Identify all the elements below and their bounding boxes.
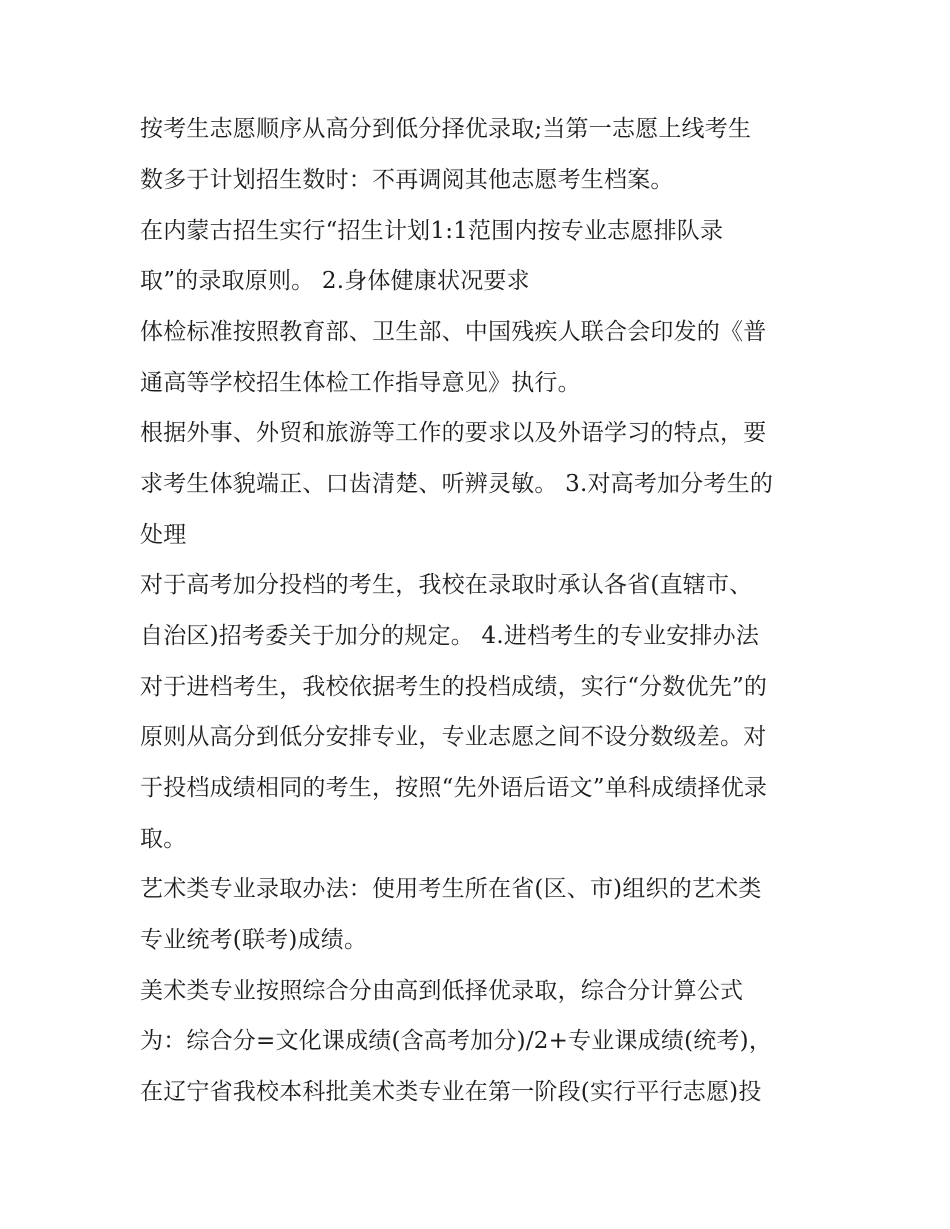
text-line: 自治区)招考委关于加分的规定。 4.进档考生的专业安排办法 bbox=[140, 623, 760, 649]
text-line: 艺术类专业录取办法：使用考生所在省(区、市)组织的艺术类 bbox=[140, 876, 762, 902]
text-line: 专业统考(联考)成绩。 bbox=[140, 927, 368, 953]
text-line: 在辽宁省我校本科批美术类专业在第一阶段(实行平行志愿)投 bbox=[140, 1079, 762, 1105]
text-line: 根据外事、外贸和旅游等工作的要求以及外语学习的特点，要 bbox=[140, 420, 767, 446]
text-line: 美术类专业按照综合分由高到低择优录取，综合分计算公式 bbox=[140, 978, 744, 1004]
text-line: 原则从高分到低分安排专业，专业志愿之间不设分数级差。对 bbox=[140, 724, 767, 750]
text-line: 对于进档考生，我校依据考生的投档成绩，实行“分数优先”的 bbox=[140, 674, 768, 700]
text-line: 处理 bbox=[140, 522, 187, 548]
text-line: 取”的录取原则。 2.身体健康状况要求 bbox=[140, 268, 530, 294]
text-line: 在内蒙古招生实行“招生计划1:1范围内按专业志愿排队录 bbox=[140, 218, 724, 244]
text-line: 求考生体貌端正、口齿清楚、听辨灵敏。 3.对高考加分考生的 bbox=[140, 471, 774, 497]
text-line: 为：综合分=文化课成绩(含高考加分)/2+专业课成绩(统考)， bbox=[140, 1028, 773, 1054]
text-line: 体检标准按照教育部、卫生部、中国残疾人联合会印发的《普 bbox=[140, 319, 767, 345]
text-line: 对于高考加分投档的考生，我校在录取时承认各省(直辖市、 bbox=[140, 572, 753, 598]
text-line: 取。 bbox=[140, 826, 187, 852]
text-line: 于投档成绩相同的考生，按照“先外语后语文”单科成绩择优录 bbox=[140, 775, 768, 801]
text-line: 按考生志愿顺序从高分到低分择优录取;当第一志愿上线考生 bbox=[140, 116, 752, 142]
text-line: 通高等学校招生体检工作指导意见》执行。 bbox=[140, 370, 581, 396]
text-line: 数多于计划招生数时：不再调阅其他志愿考生档案。 bbox=[140, 167, 674, 193]
